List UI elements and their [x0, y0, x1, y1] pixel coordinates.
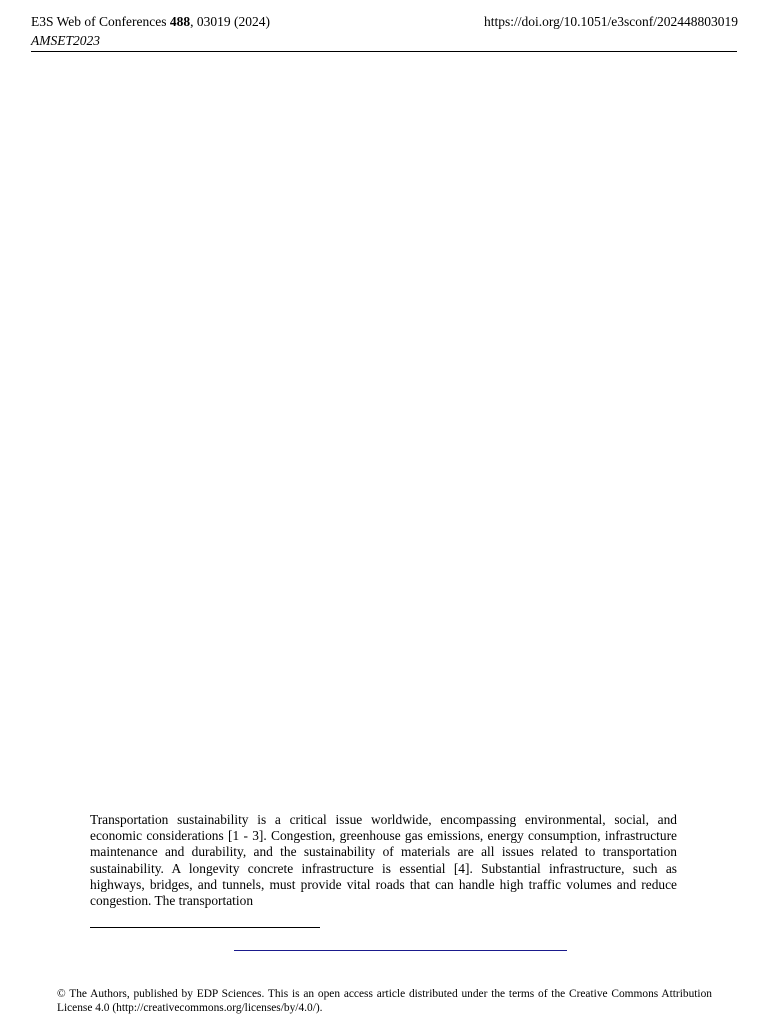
link-underline: [234, 950, 567, 951]
body-paragraph: Transportation sustainability is a critical issue worldwide, encompassing environmental, social, and economic considerations [1 - 3]. Congestion, greenhouse gas emissions, energy consumption, infrastructure maintenance and durability, and the sustainability of materials are all issues related to transportation sustainability. A longevity concrete infrastructure is essential [4]. Substantial infrastructure, such as highways, bridges, and tunnels, must provide vital roads that can handle high traffic volumes and reduce congestion. The transportation: [90, 812, 677, 909]
article-number-year: , 03019 (2024): [190, 14, 271, 29]
license-notice: © The Authors, published by EDP Sciences. This is an open access article distributed under the terms of the Creative Commons Attribution License 4.0 (http://creativecommons.org/licenses/by/4.0/).: [57, 988, 712, 1014]
journal-name: E3S Web of Conferences: [31, 14, 167, 29]
conference-name: AMSET2023: [31, 33, 100, 48]
header-divider: [31, 51, 737, 52]
footnote-divider: [90, 927, 320, 928]
volume-number: 488: [169, 14, 191, 29]
running-header-left: [31, 12, 270, 50]
doi-link[interactable]: https://doi.org/10.1051/e3sconf/202448803019: [484, 14, 738, 29]
